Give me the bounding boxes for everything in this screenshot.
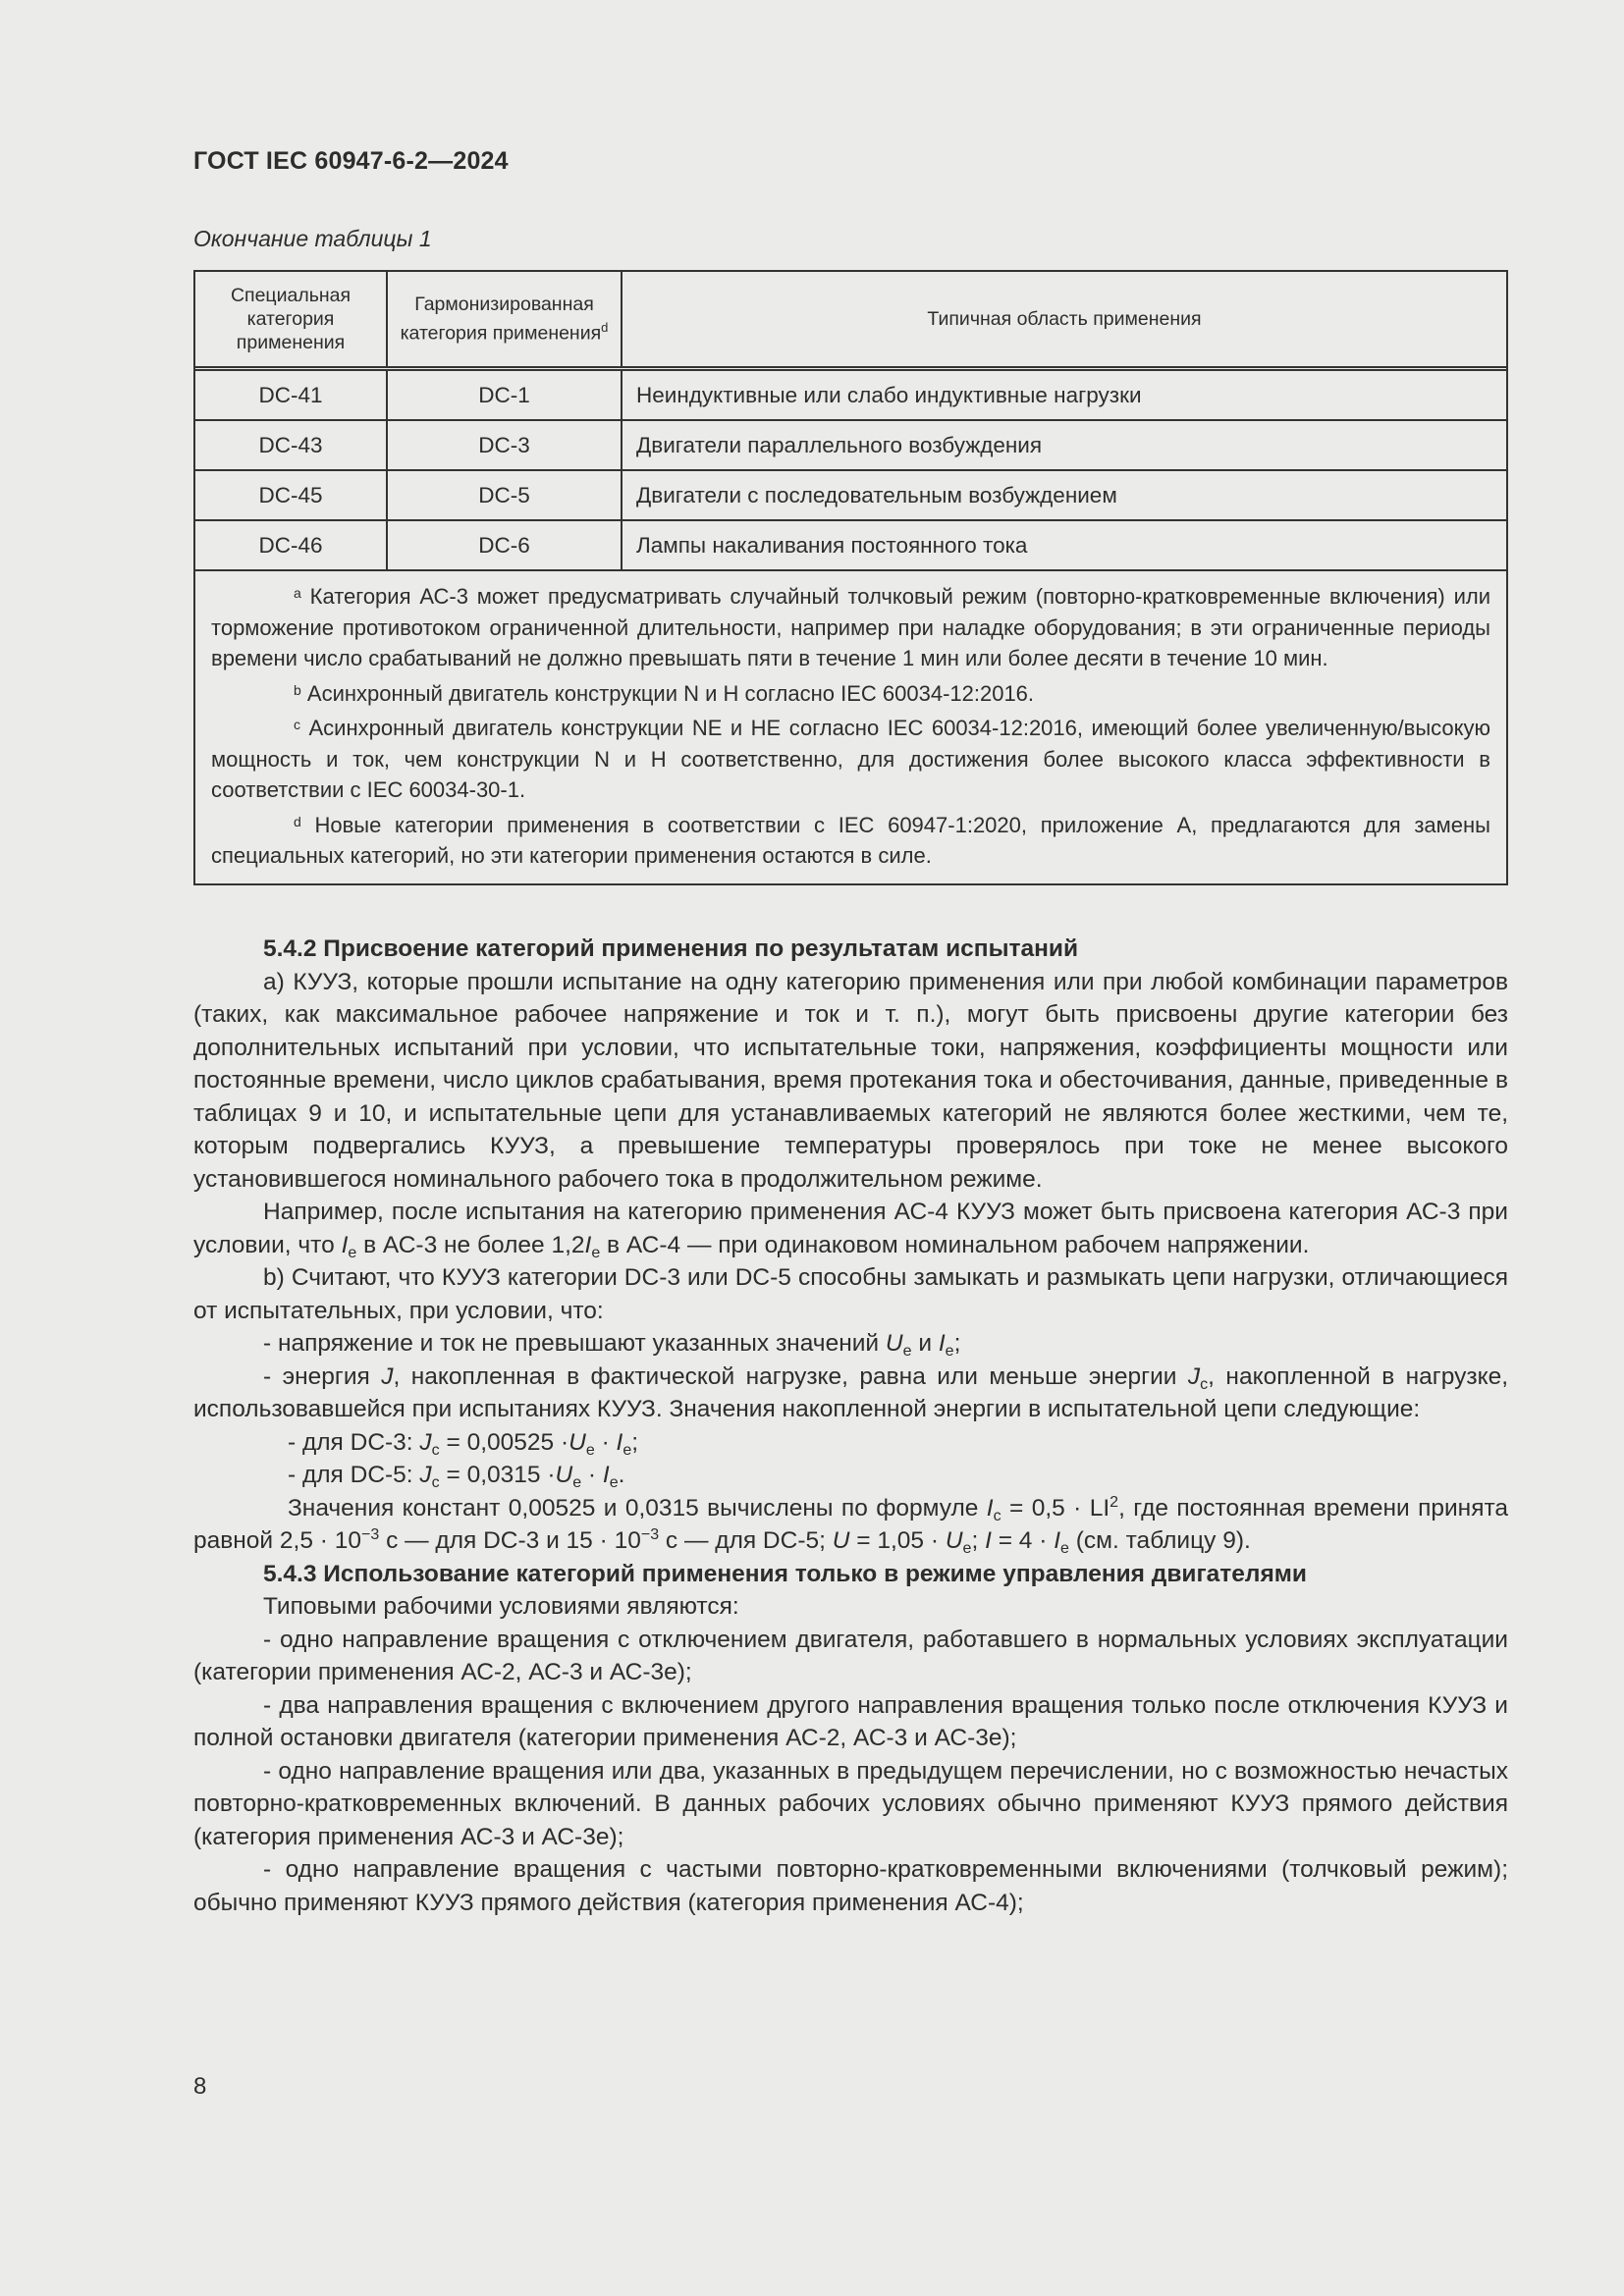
footnote-b: $^b$ Асинхронный двигатель конструкции N и H согласно IEC 60034-12:2016.	[294, 680, 1035, 706]
formula-dc3: - для DC-3: $J_c = 0,00525 \cdot U_e \cdot I_e$;	[288, 1428, 639, 1459]
cell-harmonized: DC-3	[388, 421, 623, 469]
paragraph-a: а) КУУЗ, которые прошли испытание на одну категорию применения или при любой комбинации параметров (таких, как максимальное рабочее напряжение и ток и т. п.), могут быть присвоены другие категории без дополнительных испытаний при условии, что испытательные токи, напряжения, коэффициенты мощности или постоянные времени, число циклов срабатывания, время протекания тока и обесточивания, данные, приведенные в таблицах 9 и 10, и испытательные цепи для устанавливаемых категорий не являются более жесткими, чем те, которым подвергались КУУЗ, а превышение температуры проверялось при токе не менее высокого установившегося номинального рабочего тока в продолжительном режиме.	[193, 968, 1508, 1193]
cell-application: Двигатели параллельного возбуждения	[636, 432, 1043, 457]
document-body	[193, 933, 1508, 1919]
cell-application: Неиндуктивные или слабо индуктивные нагрузки	[636, 382, 1142, 407]
list-item: - энергия J, накопленная в фактической нагрузке, равна или меньше энергии $J_c$, накопленной в нагрузке, использовавшейся при испытаниях КУУЗ. Значения накопленной энергии в испытательной цепи следующие:	[193, 1362, 1509, 1422]
list-item: - одно направление вращения или два, указанных в предыдущем перечислении, но с возможностью нечастых повторно-кратковременных включений. В данных рабочих условиях обычно применяют КУУЗ прямого действия (категория применения АС-3 и АС-3е);	[193, 1757, 1508, 1850]
footnote-c: $^c$ Асинхронный двигатель конструкции NE и HE согласно IEC 60034-12:2016, имеющий более увеличенную/высокую мощность и ток, чем конструкции N и H соответственно, для достижения более высокого класса эффективности в соответствии с IEC 60034-30-1.	[211, 716, 1490, 802]
cell-special: DC-41	[195, 371, 388, 419]
list-item: - два направления вращения с включением другого направления вращения только после отключения КУУЗ и полной остановки двигателя (категории применения АС-2, АС-3 и АС-3е);	[193, 1691, 1508, 1751]
header-application-area: Типичная область применения	[927, 308, 1202, 330]
footnote-a: $^a$ Категория АС-3 может предусматривать случайный толчковый режим (повторно-кратковременные включения) или торможение противотоком ограниченной длительности, например при наладке оборудования; в эти ограниченные периоды времени число срабатываний не должно превышать пяти в течение 1 мин или более десяти в течение 10 мин.	[211, 584, 1490, 670]
paragraph-intro: Типовыми рабочими условиями являются:	[263, 1593, 739, 1620]
paragraph-example: Например, после испытания на категорию применения АС-4 КУУЗ может быть присвоена категория АС-3 при условии, что $I_e$ в АС-3 не более $1,2I_e$ в АС-4 — при одинаковом номинальном рабочем напряжении.	[193, 1199, 1508, 1261]
paragraph-b: b) Считают, что КУУЗ категории DC-3 или DC-5 способны замыкать и размыкать цепи нагрузки, отличающиеся от испытательных, при условии, что:	[193, 1264, 1508, 1324]
cell-harmonized: DC-1	[388, 371, 623, 419]
document-header: ГОСТ IEC 60947-6-2—2024	[193, 147, 509, 175]
table-row	[195, 421, 1506, 471]
list-item: - одно направление вращения с частыми повторно-кратковременными включениями (толчковый режим); обычно применяют КУУЗ прямого действия (категория применения АС-4);	[193, 1856, 1508, 1916]
table-header-row	[195, 272, 1506, 371]
section-heading-5-4-3: 5.4.3 Использование категорий применения только в режиме управления двигателями	[263, 1560, 1307, 1587]
section-heading-5-4-2: 5.4.2 Присвоение категорий применения по результатам испытаний	[263, 935, 1079, 962]
cell-application: Лампы накаливания постоянного тока	[636, 532, 1028, 558]
list-item: - напряжение и ток не превышают указанных значений $U_e$ и $I_e$;	[263, 1330, 961, 1360]
list-item: - одно направление вращения с отключением двигателя, работавшего в нормальных условиях эксплуатации (категории применения АС-2, АС-3 и АС-3е);	[193, 1626, 1508, 1685]
table-caption: Окончание таблицы 1	[193, 226, 432, 251]
application-categories-table	[193, 270, 1508, 885]
paragraph-constants: Значения констант 0,00525 и 0,0315 вычислены по формуле $I_c = 0,5 \cdot LI^2$, где постоянная времени принята равной $2,5 \cdot 10^{-3}$ с — для DC-3 и $15 \cdot 10^{-3}$ с — для DC-5; $U = 1,05 \cdot U_e$; $I = 4 \cdot I_e$ (см. таблицу 9).	[193, 1493, 1509, 1557]
cell-application: Двигатели с последовательным возбуждением	[636, 482, 1117, 507]
cell-harmonized: DC-6	[388, 521, 623, 569]
cell-special: DC-45	[195, 471, 388, 519]
cell-special: DC-43	[195, 421, 388, 469]
header-special-category: Специальная категория применения	[195, 272, 388, 366]
formula-dc5: - для DC-5: $J_c = 0,0315 \cdot U_e \cdot I_e$.	[288, 1462, 625, 1491]
table-row	[195, 371, 1506, 421]
cell-special: DC-46	[195, 521, 388, 569]
table-footnotes	[195, 571, 1506, 883]
footnote-d: $^d$ Новые категории применения в соответствии с IEC 60947-1:2020, приложение А, предлагаются для замены специальных категорий, но эти категории применения остаются в силе.	[211, 812, 1490, 868]
cell-harmonized: DC-5	[388, 471, 623, 519]
page-number: 8	[193, 2073, 207, 2100]
header-harmonized-category: Гармонизированная категория применения$^d$	[388, 272, 623, 366]
table-row	[195, 471, 1506, 521]
table-row	[195, 521, 1506, 571]
